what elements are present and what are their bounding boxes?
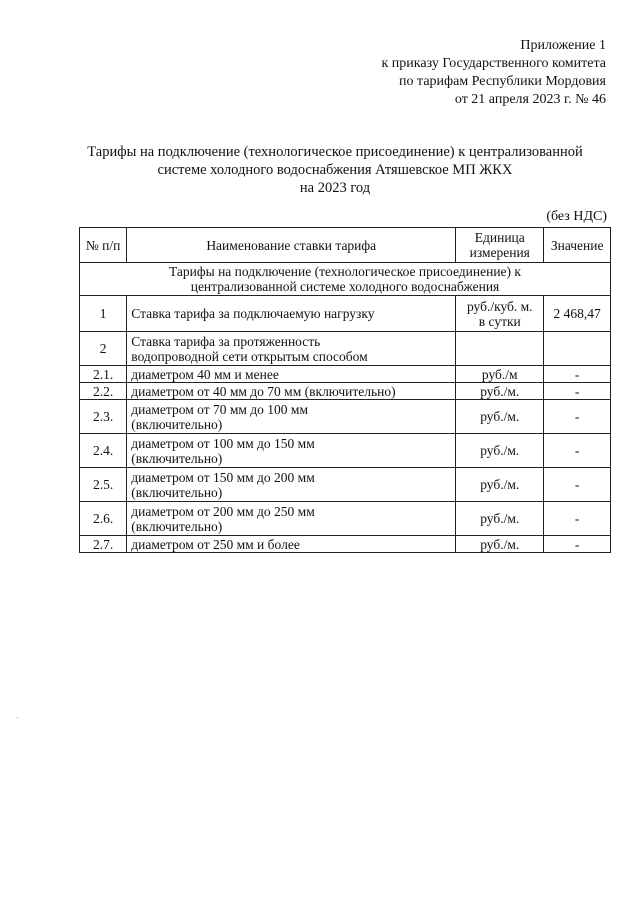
- table-row: [80, 468, 611, 502]
- row-num: 2.5.: [80, 468, 127, 502]
- row-value: -: [544, 434, 611, 468]
- row-name-line: (включительно): [131, 416, 223, 432]
- header-num: № п/п: [80, 228, 127, 263]
- scan-speck: [17, 717, 18, 718]
- row-value: -: [544, 502, 611, 536]
- row-unit: руб./м.: [456, 502, 544, 536]
- table-row: [80, 383, 611, 400]
- table-row: [80, 536, 611, 553]
- title-line: системе холодного водоснабжения Атяшевское МП ЖКХ: [157, 162, 513, 178]
- row-num: 2.2.: [80, 383, 127, 400]
- row-value: -: [544, 536, 611, 553]
- table-row: [80, 332, 611, 366]
- row-value: [544, 332, 611, 366]
- header-unit: [456, 228, 544, 263]
- row-value: -: [544, 383, 611, 400]
- row-name: [127, 434, 456, 468]
- appendix-line: к приказу Государственного комитета: [381, 56, 606, 71]
- row-name-line: (включительно): [131, 484, 223, 500]
- row-unit: руб./м.: [456, 400, 544, 434]
- row-num: 2.6.: [80, 502, 127, 536]
- row-value: -: [544, 400, 611, 434]
- header-unit-line: Единица: [474, 230, 525, 245]
- row-name: [127, 383, 456, 400]
- appendix-line: Приложение 1: [520, 38, 606, 53]
- table-row: [80, 366, 611, 383]
- row-name-line: диаметром от 250 мм и более: [131, 536, 300, 552]
- header-value: Значение: [544, 228, 611, 263]
- row-unit: руб./м.: [456, 383, 544, 400]
- table-row: [80, 296, 611, 332]
- row-name: [127, 536, 456, 553]
- table-row: [80, 434, 611, 468]
- table-header-row: [80, 228, 611, 263]
- sub-rows: [80, 366, 611, 553]
- row-unit: [456, 332, 544, 366]
- row-name: [127, 332, 456, 366]
- vat-note: (без НДС): [546, 209, 607, 224]
- section-header-cell: [80, 263, 611, 296]
- tariff-table: [79, 227, 611, 553]
- header-unit-line: измерения: [469, 245, 530, 260]
- row-name-line: диаметром от 150 мм до 200 мм: [131, 469, 315, 485]
- row-name-line: (включительно): [131, 518, 223, 534]
- table-row: [80, 502, 611, 536]
- row-num: 1: [80, 296, 127, 332]
- row-name-line: водопроводной сети открытым способом: [131, 348, 368, 364]
- row-unit: руб./м: [456, 366, 544, 383]
- header-name: Наименование ставки тарифа: [127, 228, 456, 263]
- row-name-line: Ставка тарифа за протяженность: [131, 333, 321, 349]
- row-name-line: диаметром от 70 мм до 100 мм: [131, 401, 309, 417]
- section-header-row: [80, 263, 611, 296]
- row-num: 2.3.: [80, 400, 127, 434]
- appendix-block: [382, 37, 607, 109]
- row-name: [127, 468, 456, 502]
- row-num: 2.4.: [80, 434, 127, 468]
- title-line: Тарифы на подключение (технологическое присоединение) к централизованной: [87, 144, 583, 160]
- row-unit: [456, 296, 544, 332]
- row-unit-line: в сутки: [478, 313, 521, 329]
- document-title: [60, 143, 610, 197]
- row-name: [127, 400, 456, 434]
- section-header-line: Тарифы на подключение (технологическое присоединение) к: [169, 264, 521, 279]
- row-value: -: [544, 366, 611, 383]
- section-header-line: централизованной системе холодного водоснабжения: [190, 279, 500, 294]
- row-name-line: диаметром от 40 мм до 70 мм (включительно): [131, 383, 396, 399]
- title-line: на 2023 год: [299, 180, 371, 196]
- row-num: 2: [80, 332, 127, 366]
- table-row: [80, 400, 611, 434]
- row-value: -: [544, 468, 611, 502]
- row-name-line: диаметром 40 мм и менее: [131, 366, 279, 382]
- row-name-line: (включительно): [131, 450, 223, 466]
- row-num: 2.1.: [80, 366, 127, 383]
- appendix-line: от 21 апреля 2023 г. № 46: [454, 92, 606, 107]
- row-name-line: диаметром от 100 мм до 150 мм: [131, 435, 315, 451]
- row-unit: руб./м.: [456, 468, 544, 502]
- row-name-line: диаметром от 200 мм до 250 мм: [131, 503, 315, 519]
- row-name: Ставка тарифа за подключаемую нагрузку: [127, 296, 456, 332]
- row-value: 2 468,47: [544, 296, 611, 332]
- row-unit: руб./м.: [456, 434, 544, 468]
- row-num: 2.7.: [80, 536, 127, 553]
- row-unit: руб./м.: [456, 536, 544, 553]
- row-unit-line: руб./куб. м.: [466, 298, 533, 314]
- appendix-line: по тарифам Республики Мордовия: [399, 74, 606, 89]
- row-name: [127, 502, 456, 536]
- row-name: [127, 366, 456, 383]
